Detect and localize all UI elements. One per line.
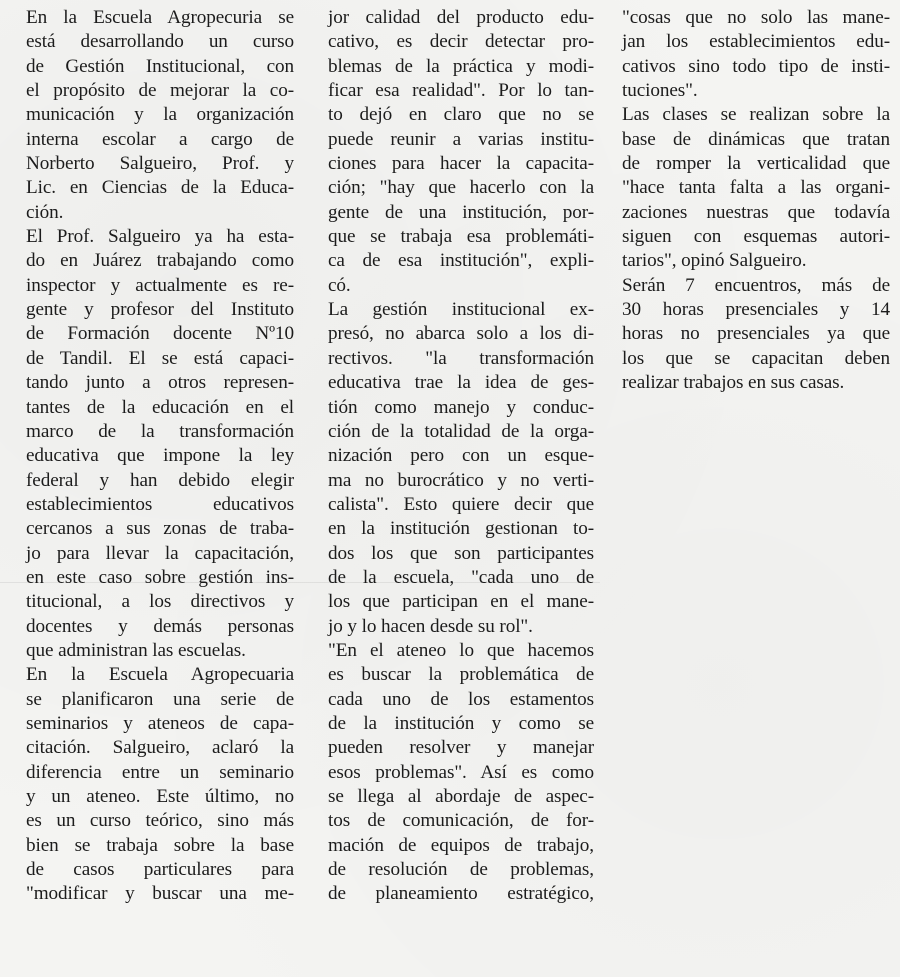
- text-line: municación y la organización: [26, 104, 294, 126]
- text-line: jan los establecimientos edu-: [622, 31, 890, 53]
- text-line: realizar trabajos en sus casas.: [622, 372, 845, 394]
- text-line: cativo, es decir detectar pro-: [328, 31, 594, 53]
- text-line: dos los que son participantes: [328, 542, 594, 564]
- text-line: es buscar la problemática de: [328, 664, 594, 686]
- text-line: El Prof. Salgueiro ya ha esta-: [26, 226, 294, 248]
- text-line: docentes y demás personas: [26, 615, 294, 637]
- text-line: calista". Esto quiere decir que: [328, 493, 594, 515]
- text-line: ciones para hacer la capacita-: [328, 153, 594, 175]
- text-line: 30 horas presenciales y 14: [622, 299, 890, 321]
- text-line: de la escuela, "cada uno de: [328, 566, 594, 588]
- text-line: el propósito de mejorar la co-: [26, 80, 294, 102]
- text-line: bien se trabaja sobre la base: [26, 834, 294, 856]
- text-line: La gestión institucional ex-: [328, 299, 594, 321]
- text-line: ma no burocrático y no verti-: [328, 469, 594, 491]
- text-line: siguen con esquemas autori-: [622, 226, 890, 248]
- article-column-2: [328, 6, 594, 907]
- text-line: Las clases se realizan sobre la: [622, 104, 890, 126]
- text-line: do en Juárez trabajando como: [26, 250, 294, 272]
- text-line: ficar esa realidad". Por lo tan-: [328, 80, 594, 102]
- text-line: nización pero con un esque-: [328, 445, 594, 467]
- text-line: Norberto Salgueiro, Prof. y: [26, 153, 294, 175]
- text-line: de Gestión Institucional, con: [26, 55, 294, 77]
- text-line: que administran las escuelas.: [26, 639, 246, 661]
- text-line: zaciones nuestras que todavía: [622, 201, 890, 223]
- text-line: de la institución y como se: [328, 712, 594, 734]
- text-line: de Formación docente Nº10: [26, 323, 294, 345]
- text-line: to dejó en claro que no se: [328, 104, 594, 126]
- text-line: los que se capacitan deben: [622, 347, 890, 369]
- text-line: se llega al abordaje de aspec-: [328, 786, 594, 807]
- text-line: cada uno de los estamentos: [328, 688, 594, 710]
- text-line: tión como manejo y conduc-: [328, 396, 594, 418]
- text-line: tando junto a otros represen-: [26, 372, 294, 394]
- text-line: gente de una institución, por-: [328, 201, 594, 223]
- text-line: establecimientos educativos: [26, 493, 294, 515]
- text-line: seminarios y ateneos de capa-: [26, 712, 294, 734]
- text-line: titucional, a los directivos y: [26, 591, 294, 613]
- text-line: mación de equipos de trabajo,: [328, 834, 594, 856]
- text-line: "cosas que no solo las mane-: [622, 7, 890, 28]
- text-line: jo para llevar la capacitación,: [26, 542, 294, 564]
- text-line: "En el ateneo lo que hacemos: [328, 639, 594, 661]
- text-line: ción de la totalidad de la orga-: [328, 420, 594, 442]
- text-line: de resolución de problemas,: [328, 859, 594, 881]
- text-line: jor calidad del producto edu-: [328, 7, 594, 28]
- text-line: de casos particulares para: [26, 859, 294, 881]
- text-line: inspector y actualmente es re-: [26, 274, 294, 296]
- text-line: Serán 7 encuentros, más de: [622, 274, 890, 296]
- text-line: ción.: [26, 201, 64, 223]
- text-line: "modificar y buscar una me-: [26, 883, 294, 905]
- text-line: de Tandil. El se está capaci-: [26, 347, 294, 369]
- text-line: En la Escuela Agropecuaria: [26, 664, 294, 686]
- text-line: diferencia entre un seminario: [26, 761, 294, 783]
- text-line: federal y han debido elegir: [26, 469, 294, 491]
- text-line: educativa que impone la ley: [26, 445, 294, 467]
- text-line: tuciones".: [622, 80, 698, 102]
- text-line: tarios", opinó Salgueiro.: [622, 250, 807, 272]
- text-line: de planeamiento estratégico,: [328, 883, 594, 905]
- text-line: se planificaron una serie de: [26, 688, 294, 710]
- article-column-3: [622, 6, 890, 396]
- article-column-1: [26, 6, 294, 907]
- text-line: "hace tanta falta a las organi-: [622, 177, 890, 199]
- text-line: está desarrollando un curso: [26, 31, 294, 53]
- text-line: cercanos a sus zonas de traba-: [26, 518, 294, 540]
- text-line: pueden resolver y manejar: [328, 737, 594, 759]
- text-line: esos problemas". Así es como: [328, 761, 594, 783]
- text-line: interna escolar a cargo de: [26, 128, 294, 150]
- text-line: presó, no abarca solo a los di-: [328, 323, 594, 345]
- text-line: y un ateneo. Este último, no: [26, 786, 294, 807]
- text-line: puede reunir a varias institu-: [328, 128, 594, 150]
- text-line: gente y profesor del Instituto: [26, 299, 294, 321]
- text-line: los que participan en el mane-: [328, 591, 594, 613]
- text-line: de romper la verticalidad que: [622, 153, 890, 175]
- text-line: jo y lo hacen desde su rol".: [328, 615, 533, 637]
- text-line: ción; "hay que hacerlo con la: [328, 177, 594, 199]
- text-line: base de dinámicas que tratan: [622, 128, 890, 150]
- text-line: tantes de la educación en el: [26, 396, 294, 418]
- text-line: que se trabaja esa problemáti-: [328, 226, 594, 248]
- text-line: rectivos. "la transformación: [328, 347, 594, 369]
- text-line: có.: [328, 274, 351, 296]
- text-line: es un curso teórico, sino más: [26, 810, 294, 832]
- text-line: tos de comunicación, de for-: [328, 810, 594, 832]
- text-line: citación. Salgueiro, aclaró la: [26, 737, 294, 759]
- text-line: horas no presenciales ya que: [622, 323, 890, 345]
- text-line: en este caso sobre gestión ins-: [26, 566, 294, 588]
- text-line: marco de la transformación: [26, 420, 294, 442]
- text-line: Lic. en Ciencias de la Educa-: [26, 177, 294, 199]
- text-line: cativos sino todo tipo de insti-: [622, 55, 890, 77]
- text-line: en la institución gestionan to-: [328, 518, 594, 540]
- text-line: En la Escuela Agropecuria se: [26, 7, 294, 28]
- text-line: educativa trae la idea de ges-: [328, 372, 594, 394]
- text-line: blemas de la práctica y modi-: [328, 55, 594, 77]
- text-line: ca de esa institución", expli-: [328, 250, 594, 272]
